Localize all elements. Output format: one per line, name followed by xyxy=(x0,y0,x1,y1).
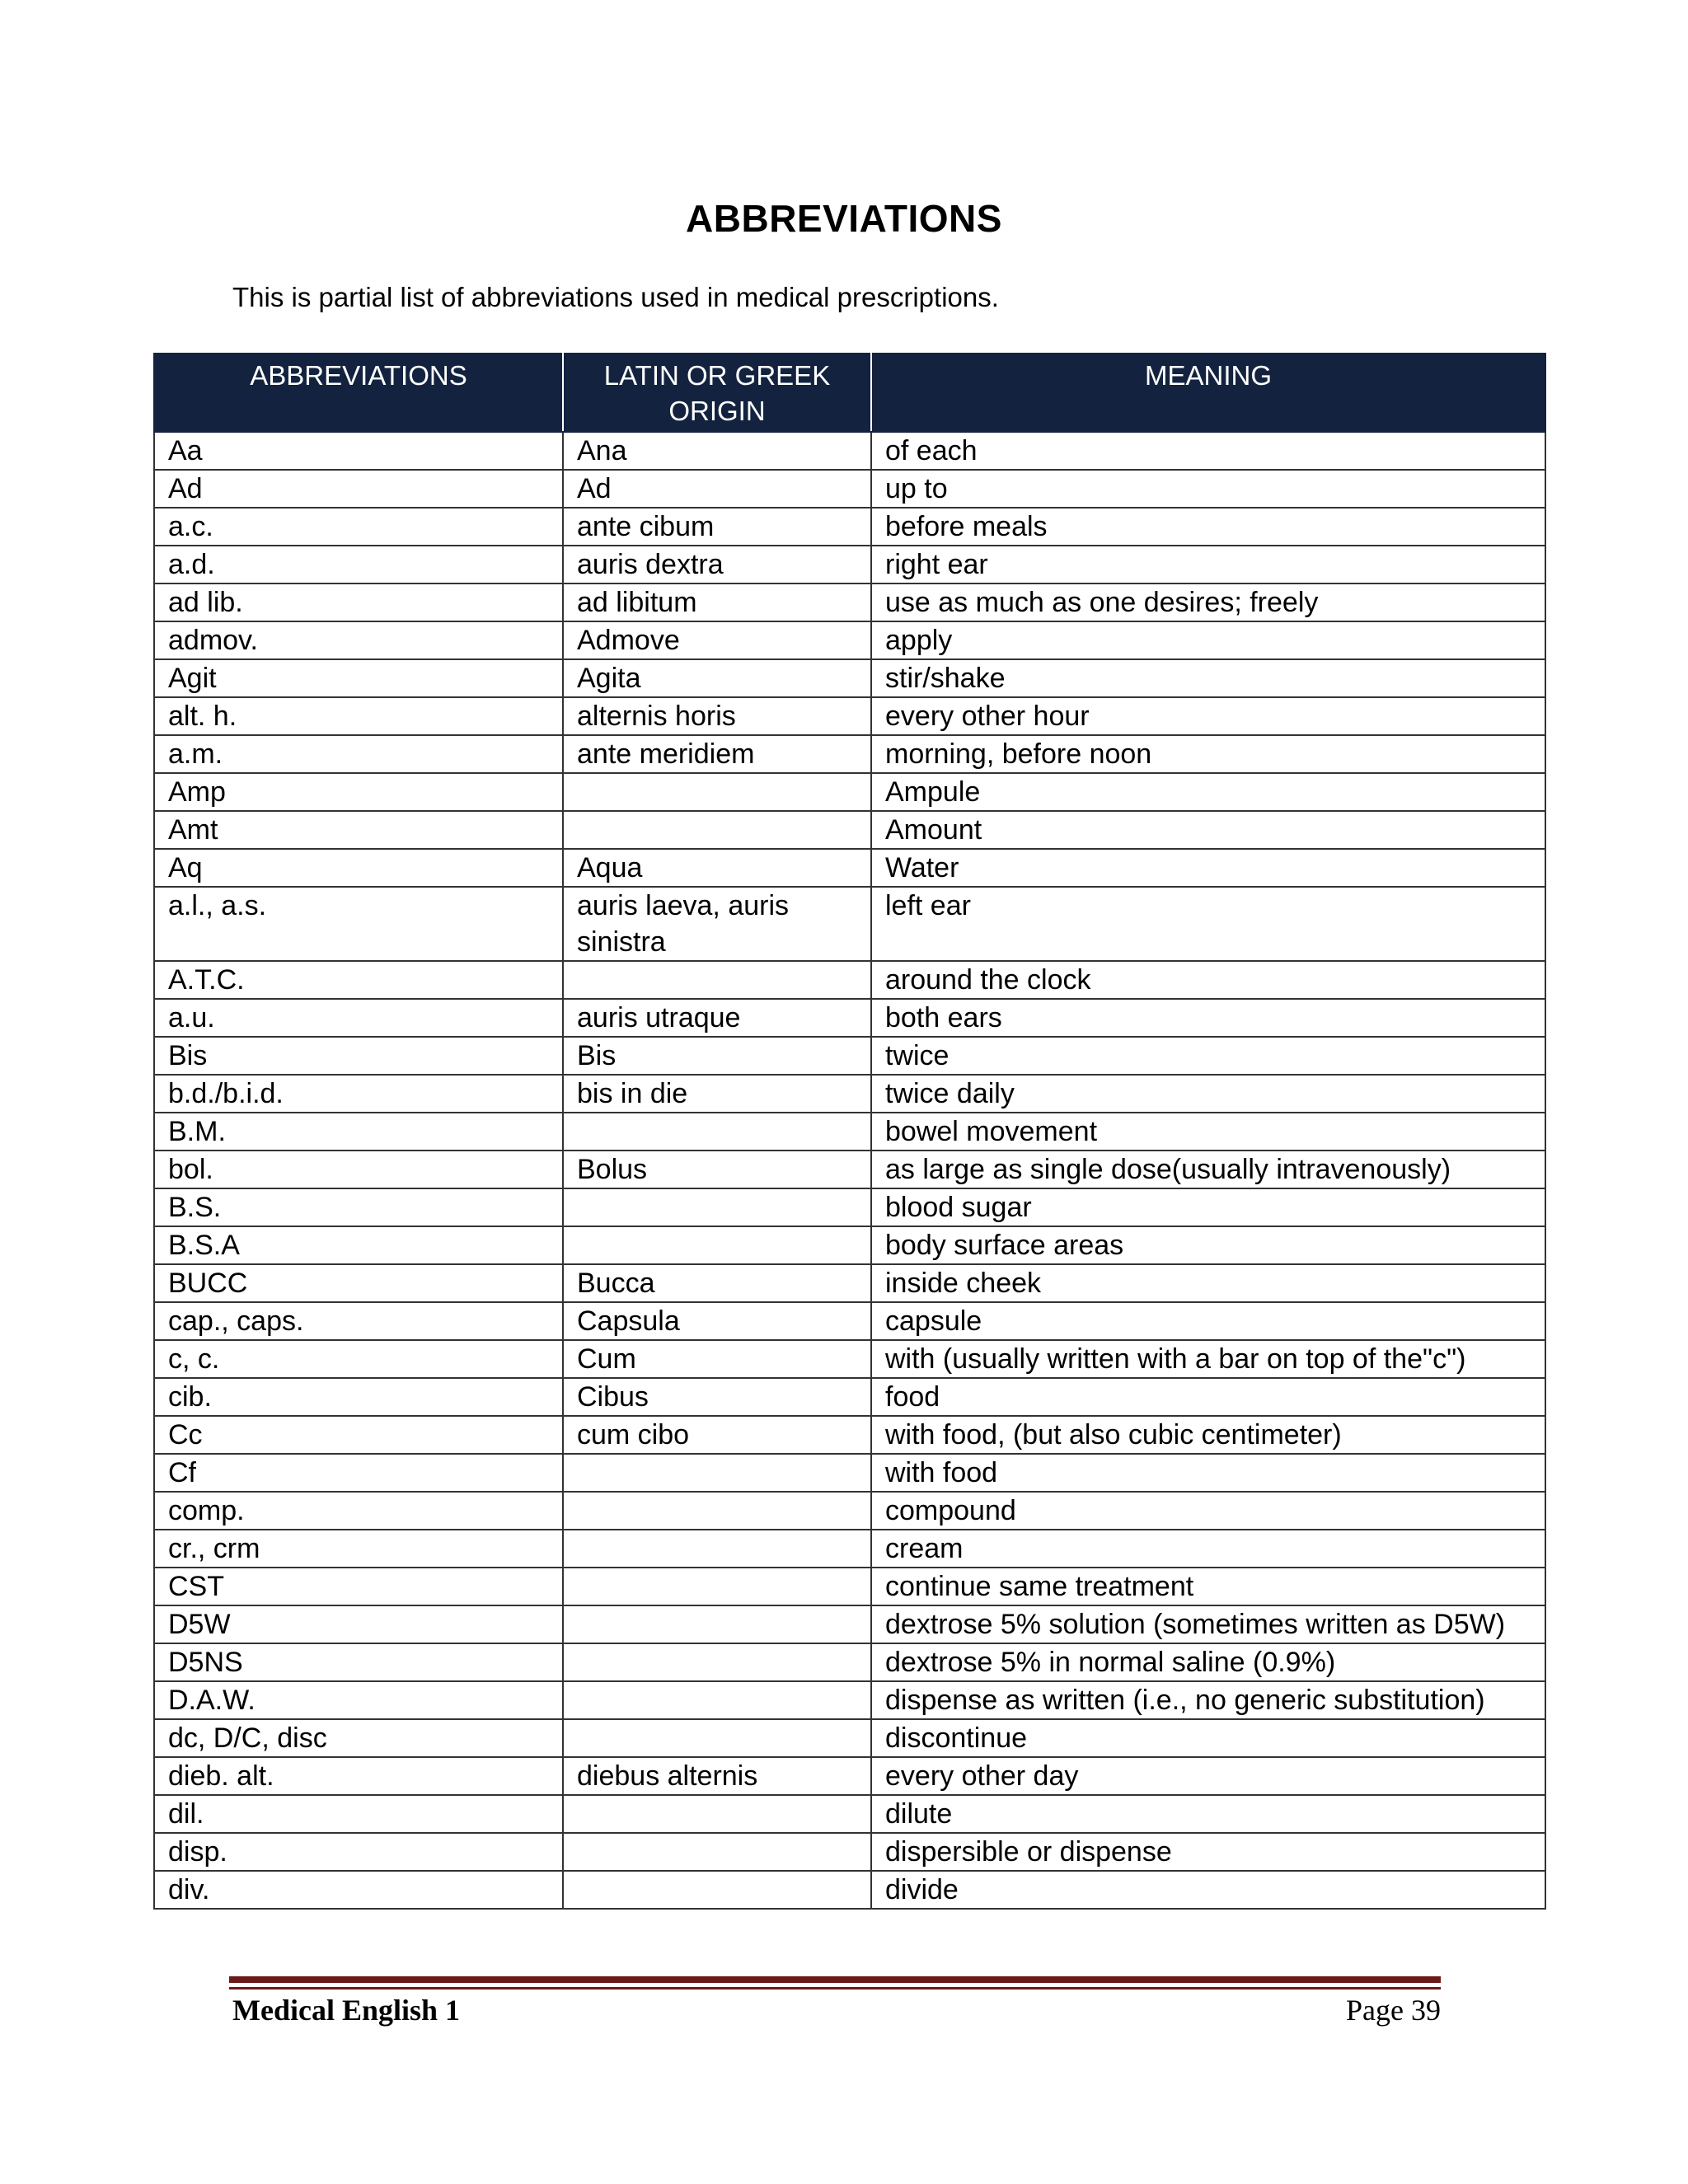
table-row xyxy=(154,621,1545,659)
abbreviation-cell: D5W xyxy=(154,1605,563,1643)
abbreviation-cell: B.S.A xyxy=(154,1226,563,1264)
origin-cell: bis in die xyxy=(563,1075,871,1113)
origin-cell: auris dextra xyxy=(563,546,871,583)
meaning-cell: left ear xyxy=(871,887,1545,961)
table-row xyxy=(154,961,1545,999)
table-row xyxy=(154,1719,1545,1757)
origin-cell: Bolus xyxy=(563,1151,871,1188)
table-row xyxy=(154,887,1545,961)
abbreviation-cell: dil. xyxy=(154,1795,563,1833)
table-row xyxy=(154,470,1545,508)
meaning-cell: Water xyxy=(871,849,1545,887)
origin-cell xyxy=(563,1226,871,1264)
abbreviation-cell: dc, D/C, disc xyxy=(154,1719,563,1757)
origin-cell: Agita xyxy=(563,659,871,697)
table-row xyxy=(154,773,1545,811)
meaning-cell: dextrose 5% in normal saline (0.9%) xyxy=(871,1643,1545,1681)
abbreviation-cell: A.T.C. xyxy=(154,961,563,999)
meaning-cell: body surface areas xyxy=(871,1226,1545,1264)
meaning-cell: dextrose 5% solution (sometimes written as D5W) xyxy=(871,1605,1545,1643)
abbreviation-cell: admov. xyxy=(154,621,563,659)
origin-cell xyxy=(563,961,871,999)
table-row xyxy=(154,697,1545,735)
table-row xyxy=(154,1681,1545,1719)
table-row xyxy=(154,1416,1545,1454)
meaning-cell: with (usually written with a bar on top of the"c") xyxy=(871,1340,1545,1378)
footer-rule-thin xyxy=(229,1987,1441,1990)
meaning-cell: around the clock xyxy=(871,961,1545,999)
meaning-cell: every other hour xyxy=(871,697,1545,735)
abbreviation-cell: ad lib. xyxy=(154,583,563,621)
table-row xyxy=(154,659,1545,697)
origin-cell: auris laeva, auris sinistra xyxy=(563,887,871,961)
table-row xyxy=(154,1643,1545,1681)
meaning-cell: up to xyxy=(871,470,1545,508)
meaning-cell: inside cheek xyxy=(871,1264,1545,1302)
meaning-cell: blood sugar xyxy=(871,1188,1545,1226)
table-body xyxy=(154,432,1545,1909)
abbreviation-cell: Aq xyxy=(154,849,563,887)
meaning-cell: food xyxy=(871,1378,1545,1416)
table-row xyxy=(154,1264,1545,1302)
meaning-cell: every other day xyxy=(871,1757,1545,1795)
meaning-cell: with food, (but also cubic centimeter) xyxy=(871,1416,1545,1454)
origin-cell xyxy=(563,1833,871,1871)
meaning-cell: compound xyxy=(871,1492,1545,1530)
meaning-cell: twice daily xyxy=(871,1075,1545,1113)
abbreviation-cell: a.d. xyxy=(154,546,563,583)
abbreviation-cell: div. xyxy=(154,1871,563,1909)
origin-cell: Admove xyxy=(563,621,871,659)
meaning-cell: apply xyxy=(871,621,1545,659)
origin-cell: alternis horis xyxy=(563,697,871,735)
meaning-cell: bowel movement xyxy=(871,1113,1545,1151)
origin-cell: Capsula xyxy=(563,1302,871,1340)
origin-cell: cum cibo xyxy=(563,1416,871,1454)
origin-cell xyxy=(563,1795,871,1833)
meaning-cell: dispense as written (i.e., no generic substitution) xyxy=(871,1681,1545,1719)
abbreviation-cell: B.S. xyxy=(154,1188,563,1226)
meaning-cell: Ampule xyxy=(871,773,1545,811)
abbreviation-cell: a.c. xyxy=(154,508,563,546)
abbreviation-cell: cr., crm xyxy=(154,1530,563,1568)
abbreviation-cell: D.A.W. xyxy=(154,1681,563,1719)
origin-cell xyxy=(563,773,871,811)
table-row xyxy=(154,583,1545,621)
origin-cell xyxy=(563,1568,871,1605)
origin-cell xyxy=(563,1113,871,1151)
meaning-cell: use as much as one desires; freely xyxy=(871,583,1545,621)
header-origin: LATIN OR GREEK ORIGIN xyxy=(563,354,871,432)
table-row xyxy=(154,999,1545,1037)
abbreviation-cell: c, c. xyxy=(154,1340,563,1378)
table-row xyxy=(154,1188,1545,1226)
origin-cell xyxy=(563,1492,871,1530)
abbreviation-cell: Amp xyxy=(154,773,563,811)
origin-cell: Bis xyxy=(563,1037,871,1075)
abbreviation-cell: D5NS xyxy=(154,1643,563,1681)
origin-cell: ad libitum xyxy=(563,583,871,621)
meaning-cell: as large as single dose(usually intravenously) xyxy=(871,1151,1545,1188)
origin-cell: auris utraque xyxy=(563,999,871,1037)
table-row xyxy=(154,1151,1545,1188)
origin-cell xyxy=(563,1681,871,1719)
meaning-cell: twice xyxy=(871,1037,1545,1075)
origin-cell: ante meridiem xyxy=(563,735,871,773)
origin-cell: Aqua xyxy=(563,849,871,887)
origin-cell xyxy=(563,1643,871,1681)
table-row xyxy=(154,1492,1545,1530)
origin-cell xyxy=(563,1188,871,1226)
origin-cell xyxy=(563,1871,871,1909)
origin-cell: ante cibum xyxy=(563,508,871,546)
footer-page-number: Page 39 xyxy=(1346,1994,1441,2027)
meaning-cell: discontinue xyxy=(871,1719,1545,1757)
abbreviation-cell: Bis xyxy=(154,1037,563,1075)
table-row xyxy=(154,1226,1545,1264)
meaning-cell: dilute xyxy=(871,1795,1545,1833)
abbreviation-cell: comp. xyxy=(154,1492,563,1530)
origin-cell: Cibus xyxy=(563,1378,871,1416)
meaning-cell: before meals xyxy=(871,508,1545,546)
meaning-cell: both ears xyxy=(871,999,1545,1037)
origin-cell: Ad xyxy=(563,470,871,508)
abbreviation-cell: bol. xyxy=(154,1151,563,1188)
footer-book-title: Medical English 1 xyxy=(232,1994,461,2027)
origin-cell: Cum xyxy=(563,1340,871,1378)
table-row xyxy=(154,1113,1545,1151)
intro-text: This is partial list of abbreviations used in medical prescriptions. xyxy=(232,282,999,312)
header-abbreviations: ABBREVIATIONS xyxy=(154,354,563,432)
header-meaning: MEANING xyxy=(871,354,1545,432)
origin-cell: Ana xyxy=(563,432,871,470)
table-row xyxy=(154,1302,1545,1340)
table-row xyxy=(154,1340,1545,1378)
abbreviation-cell: cib. xyxy=(154,1378,563,1416)
abbreviation-cell: BUCC xyxy=(154,1264,563,1302)
origin-cell xyxy=(563,1719,871,1757)
table-row xyxy=(154,1605,1545,1643)
meaning-cell: morning, before noon xyxy=(871,735,1545,773)
table-row xyxy=(154,811,1545,849)
table-row xyxy=(154,1833,1545,1871)
meaning-cell: of each xyxy=(871,432,1545,470)
table-header-row xyxy=(154,354,1545,432)
table-row xyxy=(154,1454,1545,1492)
table-row xyxy=(154,1757,1545,1795)
abbreviations-table xyxy=(153,353,1546,1910)
meaning-cell: with food xyxy=(871,1454,1545,1492)
abbreviation-cell: Cc xyxy=(154,1416,563,1454)
origin-cell xyxy=(563,1530,871,1568)
abbreviation-cell: Amt xyxy=(154,811,563,849)
meaning-cell: right ear xyxy=(871,546,1545,583)
origin-cell: Bucca xyxy=(563,1264,871,1302)
table-row xyxy=(154,1795,1545,1833)
abbreviation-cell: Aa xyxy=(154,432,563,470)
meaning-cell: cream xyxy=(871,1530,1545,1568)
abbreviation-cell: Agit xyxy=(154,659,563,697)
abbreviation-cell: b.d./b.i.d. xyxy=(154,1075,563,1113)
table-row xyxy=(154,508,1545,546)
origin-cell: diebus alternis xyxy=(563,1757,871,1795)
meaning-cell: divide xyxy=(871,1871,1545,1909)
meaning-cell: capsule xyxy=(871,1302,1545,1340)
abbreviation-cell: dieb. alt. xyxy=(154,1757,563,1795)
abbreviation-cell: B.M. xyxy=(154,1113,563,1151)
table-row xyxy=(154,1871,1545,1909)
meaning-cell: dispersible or dispense xyxy=(871,1833,1545,1871)
footer-rule-thick xyxy=(229,1976,1441,1983)
meaning-cell: stir/shake xyxy=(871,659,1545,697)
table-row xyxy=(154,1037,1545,1075)
origin-cell xyxy=(563,1454,871,1492)
origin-cell xyxy=(563,811,871,849)
abbreviation-cell: alt. h. xyxy=(154,697,563,735)
origin-cell xyxy=(563,1605,871,1643)
table-row xyxy=(154,1075,1545,1113)
table-row xyxy=(154,735,1545,773)
table-row xyxy=(154,432,1545,470)
table-row xyxy=(154,1568,1545,1605)
page-title: ABBREVIATIONS xyxy=(686,197,1002,240)
abbreviation-cell: Ad xyxy=(154,470,563,508)
table-row xyxy=(154,546,1545,583)
abbreviation-cell: CST xyxy=(154,1568,563,1605)
table-row xyxy=(154,1378,1545,1416)
abbreviation-cell: a.u. xyxy=(154,999,563,1037)
table-row xyxy=(154,849,1545,887)
abbreviation-cell: disp. xyxy=(154,1833,563,1871)
abbreviation-cell: a.l., a.s. xyxy=(154,887,563,961)
meaning-cell: Amount xyxy=(871,811,1545,849)
abbreviation-cell: Cf xyxy=(154,1454,563,1492)
abbreviation-cell: a.m. xyxy=(154,735,563,773)
meaning-cell: continue same treatment xyxy=(871,1568,1545,1605)
table-row xyxy=(154,1530,1545,1568)
abbreviation-cell: cap., caps. xyxy=(154,1302,563,1340)
